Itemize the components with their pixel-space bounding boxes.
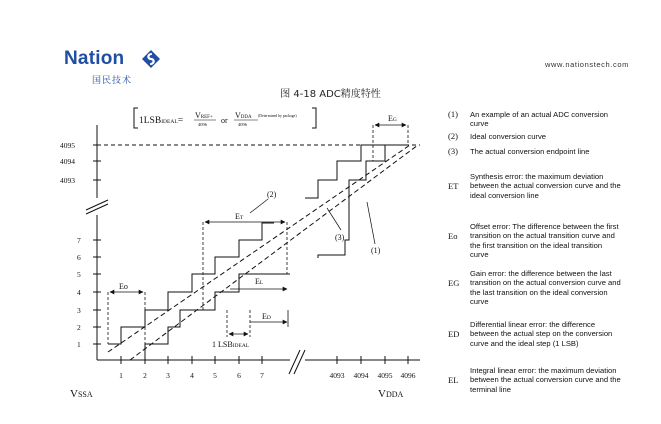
legend-symbol: EL	[448, 375, 459, 385]
legend-symbol: (2)	[448, 131, 458, 141]
legend-symbol: ET	[448, 181, 459, 191]
svg-text:1LSBIDEAL=: 1LSBIDEAL=	[139, 116, 184, 126]
legend-text: The actual conversion endpoint line	[470, 147, 590, 156]
svg-text:(2): (2)	[267, 190, 277, 199]
synthesis-error-annotation	[203, 212, 287, 310]
x-tick-label: 5	[213, 371, 217, 380]
legend-text: Integral linear error: the maximum deviation between the actual conversion curve and the terminal line	[470, 366, 621, 394]
x-tick-label: 4095	[377, 371, 393, 380]
legend-text: Synthesis error: the maximum deviation between the actual conversion curve and the ideal conversion line	[470, 172, 621, 200]
x-tick-label: 6	[237, 371, 241, 380]
svg-text:EG: EG	[388, 114, 397, 123]
x-tick-label: 4093	[329, 371, 345, 380]
website-url: www.nationstech.com	[545, 60, 629, 69]
x-tick-label: 1	[119, 371, 123, 380]
y-tick-label: 4095	[60, 141, 75, 150]
legend-symbol: (1)	[448, 109, 458, 119]
offset-error-annotation	[108, 282, 145, 344]
y-tick-label: 4	[77, 288, 81, 297]
legend-symbol: EG	[448, 278, 460, 288]
svg-text:1 LSBIDEAL: 1 LSBIDEAL	[212, 340, 250, 349]
ideal-conversion-line	[108, 145, 410, 352]
y-axis-ticks	[60, 141, 101, 349]
y-tick-label: 1	[77, 340, 81, 349]
x-tick-label: 4	[190, 371, 194, 380]
x-tick-label: 4096	[400, 371, 416, 380]
legend-symbol: (3)	[448, 146, 458, 156]
svg-text:Eo: Eo	[119, 282, 128, 291]
x-tick-label: 3	[166, 371, 170, 380]
y-tick-label: 4094	[60, 157, 75, 166]
svg-text:4096: 4096	[198, 122, 207, 127]
svg-text:VDDA: VDDA	[235, 111, 252, 120]
vdda-label: VDDA	[378, 388, 404, 400]
brand-subtitle: 国民技术	[92, 76, 133, 86]
svg-text:VREF+: VREF+	[195, 111, 213, 120]
y-tick-label: 4093	[60, 176, 75, 185]
legend-text: An example of an actual ADC conversion curve	[470, 110, 609, 129]
axes	[86, 125, 420, 374]
ideal-staircase	[108, 223, 274, 344]
y-tick-label: 7	[77, 236, 81, 245]
y-tick-label: 2	[77, 323, 81, 332]
vssa-label: VSSA	[70, 388, 93, 400]
legend-text: Differential linear error: the difference between the actual step on the conversion curve and the ideal step (1 LSB)	[470, 320, 613, 348]
y-tick-label: 6	[77, 253, 81, 262]
svg-text:EL: EL	[255, 277, 264, 286]
lsb-ideal-annotation	[212, 310, 250, 349]
x-tick-label: 7	[260, 371, 264, 380]
svg-text:(3): (3)	[335, 233, 345, 242]
legend-text: Gain error: the difference between the last transition on the actual conversion curve and the last transition on the ideal conversion curve	[470, 269, 621, 307]
y-tick-label: 3	[77, 306, 81, 315]
svg-text:ED: ED	[262, 312, 271, 321]
svg-text:4096: 4096	[238, 122, 247, 127]
lsb-formula	[134, 108, 316, 128]
y-tick-label: 5	[77, 270, 81, 279]
legend-symbol: Eo	[448, 231, 458, 241]
x-tick-label: 4094	[353, 371, 369, 380]
x-tick-label: 2	[143, 371, 147, 380]
legend-text: Offset error: The difference between the first transition on the actual transition curve and the first transition on the ideal transition curve	[470, 222, 619, 260]
svg-text:(Determined by package): (Determined by package)	[258, 114, 297, 118]
legend-text: Ideal conversion curve	[470, 132, 546, 141]
svg-text:(1): (1)	[371, 246, 381, 255]
svg-text:or: or	[221, 116, 228, 125]
svg-text:ET: ET	[235, 212, 244, 221]
brand-name: Nation	[64, 48, 125, 69]
figure-title: 图 4-18 ADC精度特性	[280, 89, 381, 100]
differential-error-annotation	[250, 310, 288, 327]
gain-error-annotation	[373, 114, 408, 161]
legend-symbol: ED	[448, 329, 460, 339]
